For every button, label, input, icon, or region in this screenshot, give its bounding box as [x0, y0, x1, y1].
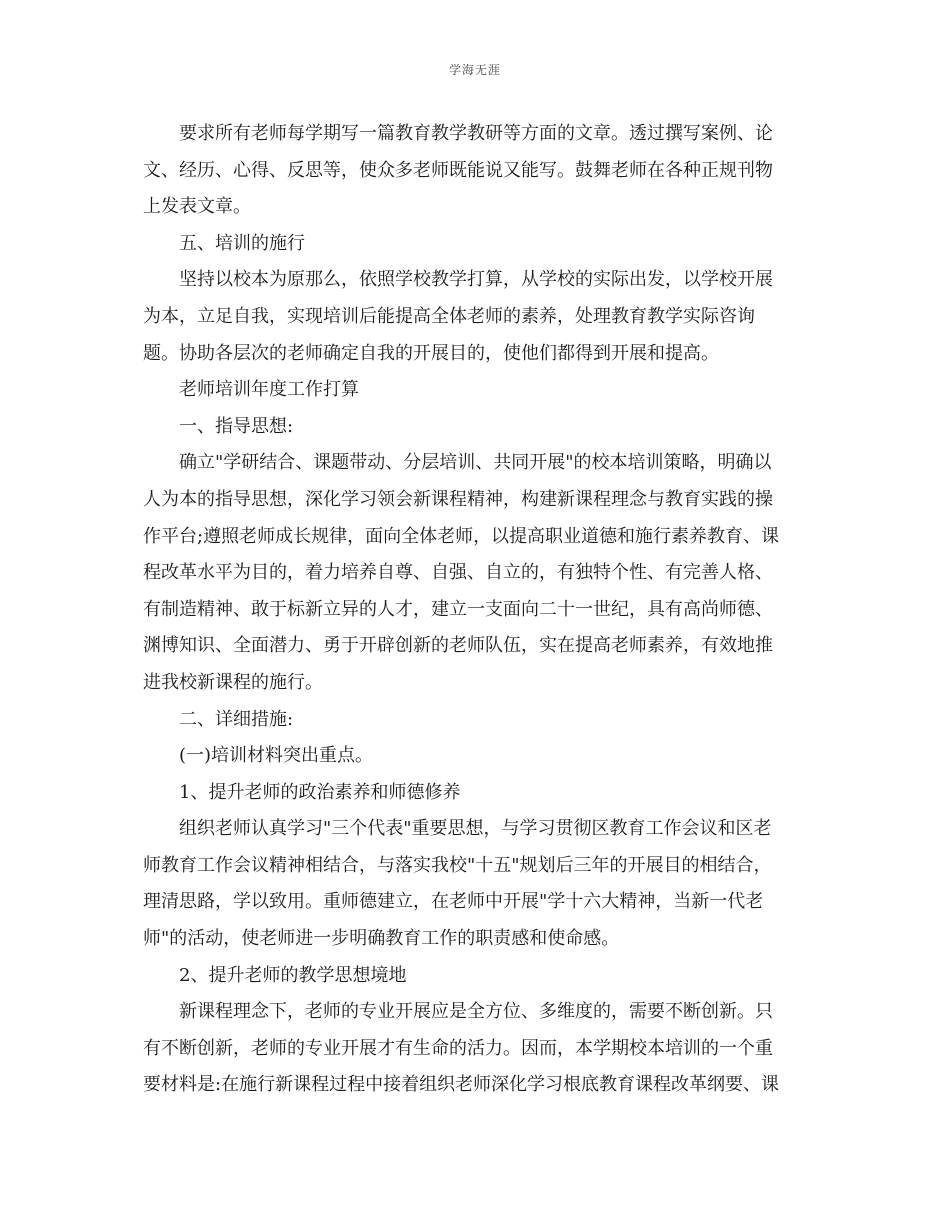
text-line: 题。协助各层次的老师确定自我的开展目的，使他们都得到开展和提高。: [143, 342, 719, 364]
text-line: 新课程理念下，老师的专业开展应是全方位、多维度的，需要不断创新。只: [179, 1001, 773, 1023]
text-line: 二、详细措施:: [179, 708, 294, 730]
text-line: 上发表文章。: [143, 196, 251, 218]
text-line: 进我校新课程的施行。: [143, 671, 323, 693]
text-line: 理清思路，学以致用。重师德建立，在老师中开展"学十六大精神，当新一代老: [143, 891, 764, 913]
document-body: [143, 116, 803, 1104]
text-line: 1、提升老师的政治素养和师德修养: [179, 781, 461, 803]
text-line: 一、指导思想:: [179, 415, 294, 437]
text-line: 师教育工作会议精神相结合，与落实我校"十五"规划后三年的开展目的相结合，: [143, 854, 772, 876]
text-line: 有制造精神、敢于标新立异的人才，建立一支面向二十一世纪，具有高尚师德、: [143, 598, 773, 620]
text-line: 组织老师认真学习"三个代表"重要思想，与学习贯彻区教育工作会议和区老: [179, 818, 772, 840]
text-line: 为本，立足自我，实现培训后能提高全体老师的素养，处理教育教学实际咨询: [143, 305, 755, 327]
text-line: 有不断创新，老师的专业开展才有生命的活力。因而，本学期校本培训的一个重: [143, 1037, 773, 1059]
text-line: 确立"学研结合、课题带动、分层培训、共同开展"的校本培训策略，明确以: [179, 452, 772, 474]
text-line: 师"的活动，使老师进一步明确教育工作的职责感和使命感。: [143, 928, 620, 950]
text-line: 五、培训的施行: [179, 232, 305, 254]
text-line: 坚持以校本为原那么，依照学校教学打算，从学校的实际出发，以学校开展: [179, 269, 773, 291]
text-line: 文、经历、心得、反思等，使众多老师既能说又能写。鼓舞老师在各种正规刊物: [143, 159, 773, 181]
text-line: 程改革水平为目的，着力培养自尊、自强、自立的，有独特个性、有完善人格、: [143, 562, 773, 584]
text-line: 人为本的指导思想，深化学习领会新课程精神，构建新课程理念与教育实践的操: [143, 488, 773, 510]
text-line: 作平台;遵照老师成长规律，面向全体老师，以提高职业道德和施行素养教育、课: [143, 525, 780, 547]
text-line: (一)培训材料突出重点。: [179, 745, 374, 767]
page-header: 学海无涯: [448, 63, 501, 77]
text-line: 要材料是:在施行新课程过程中接着组织老师深化学习根底教育课程改革纲要、课: [143, 1074, 780, 1096]
text-line: 渊博知识、全面潜力、勇于开辟创新的老师队伍，实在提高老师素养，有效地推: [143, 635, 773, 657]
text-line: 2、提升老师的教学思想境地: [179, 964, 407, 986]
text-line: 老师培训年度工作打算: [179, 379, 359, 401]
text-line: 要求所有老师每学期写一篇教育教学教研等方面的文章。透过撰写案例、论: [179, 123, 773, 144]
